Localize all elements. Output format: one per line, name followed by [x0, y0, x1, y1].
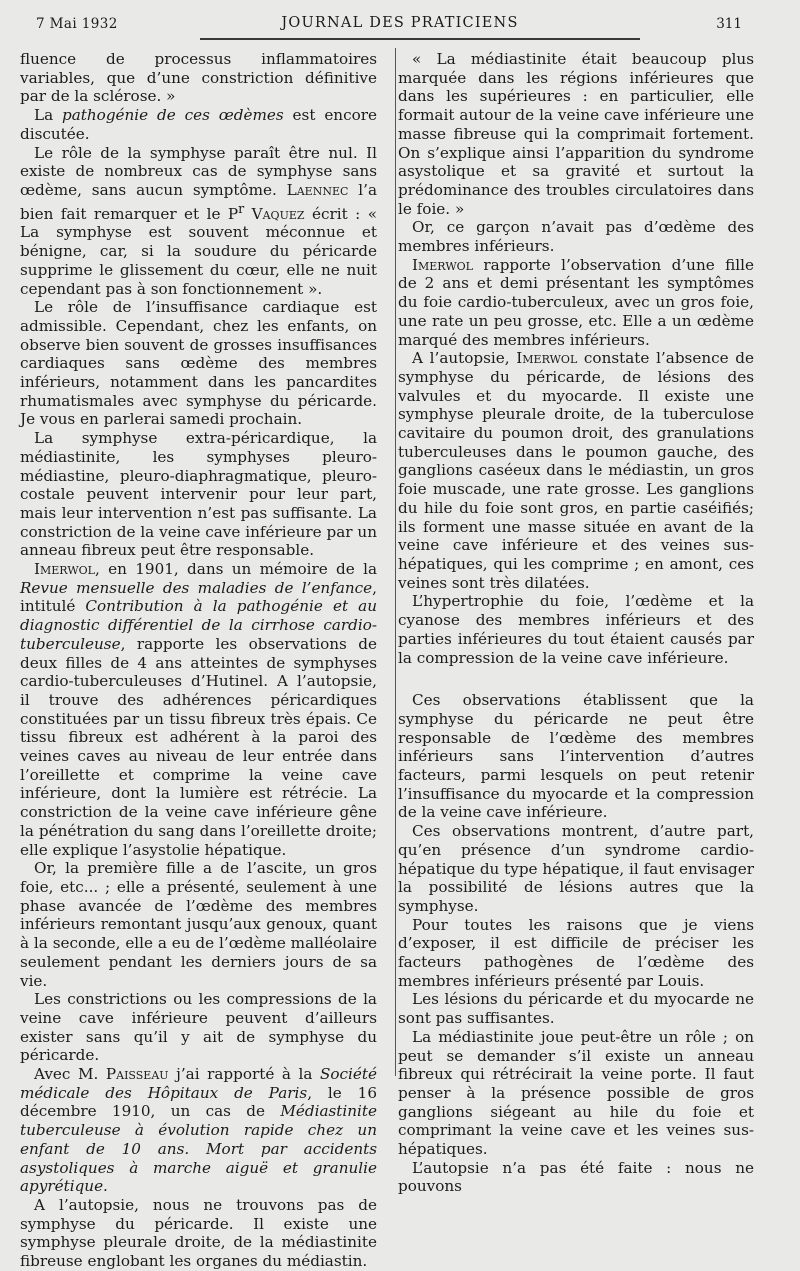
paragraph: Avec M. Paisseau j’ai rapporté à la Société médicale des Hôpitaux de Paris, le 16 décembre 1910, un cas de Médiastinite tuberculeuse à évolution rapide chez un enfant de 10 ans. Mort par accidents asystoliques à marche aiguë et granulie apyrétique.: [20, 1065, 377, 1196]
right-column: [398, 50, 754, 1196]
paragraph: Or, ce garçon n’avait pas d’œdème des membres inférieurs.: [398, 218, 754, 256]
paragraph: Or, la première fille a de l’ascite, un gros foie, etc... ; elle a présenté, seulement à une phase avancée de l’œdème des membres inférieurs remontant jusqu’aux genoux, quant à la seconde, elle a eu de l’œdème malléolaire seulement pendant les derniers jours de sa vie.: [20, 859, 377, 990]
paragraph: Les constrictions ou les compressions de la veine cave inférieure peuvent d’ailleurs exister sans qu’il y ait de symphyse du péricarde.: [20, 990, 377, 1065]
paragraph: Ces observations montrent, d’autre part, qu’en présence d’un syndrome cardio-hépatique du type hépatique, il faut envisager la possibilité de lésions autres que la symphyse.: [398, 822, 754, 915]
paragraph: L’hypertrophie du foie, l’œdème et la cyanose des membres inférieurs et des parties inférieures du tout étaient causés par la compression de la veine cave inférieure.: [398, 592, 754, 667]
paragraph: Imerwol rapporte l’observation d’une fille de 2 ans et demi présentant les symptômes du foie cardio-tuberculeux, avec un gros foie, une rate un peu grosse, etc. Elle a un œdème marqué des membres inférieurs.: [398, 255, 754, 349]
page-header: [0, 0, 800, 40]
paragraph: Les lésions du péricarde et du myocarde ne sont pas suffisantes.: [398, 990, 754, 1028]
paragraph: Pour toutes les raisons que je viens d’exposer, il est difficile de préciser les facteurs pathogènes de l’œdème des membres inférieurs présenté par Louis.: [398, 915, 754, 990]
paragraph: fluence de processus inflammatoires variables, que d’une constriction définitive par de la sclérose. »: [20, 50, 377, 106]
paragraph: Ces observations établissent que la symphyse du péricarde ne peut être responsable de l’œdème des membres inférieurs sans l’intervention d’autres facteurs, parmi lesquels on peut retenir l’insuffisance du myocarde et la compression de la veine cave inférieure.: [398, 691, 754, 822]
paragraph: La pathogénie de ces œdèmes est encore discutée.: [20, 106, 377, 143]
paragraph: L’autopsie n’a pas été faite : nous ne pouvons: [398, 1158, 754, 1196]
paragraph: A l’autopsie, nous ne trouvons pas de symphyse du péricarde. Il existe une symphyse pleurale droite, de la médiastinite fibreuse englobant les organes du médiastin.: [20, 1195, 377, 1271]
header-rule: [200, 38, 640, 40]
page-number: 311: [716, 16, 742, 32]
journal-title: JOURNAL DES PRATICIENS: [281, 15, 519, 31]
paragraph: Le rôle de la symphyse paraît être nul. Il existe de nombreux cas de symphyse sans œdème, sans aucun symptôme. Laennec l’a bien fait remarquer et le $P^r$ Vaquez écrit : « La symphyse est souvent méconnue et bénigne, car, si la soudure du péricarde supprime le glissement du cœur, elle ne nuit cependant pas à son fonctionnement ».: [20, 143, 377, 298]
paragraph: A l’autopsie, Imerwol constate l’absence de symphyse du péricarde, de lésions des valvules et du myocarde. Il existe une symphyse pleurale droite, de la tuberculose cavitaire du poumon droit, des granulations tuberculeuses dans le poumon gauche, des ganglions caséeux dans le médiastin, un gros foie muscade, une rate grosse. Les ganglions du hile du foie sont gros, en partie caséifiés; ils forment une masse située en avant de la veine cave inférieure et des veines sus-hépatiques, qui les comprime ; en amont, ces veines sont très dilatées.: [398, 349, 754, 592]
column-divider: [395, 48, 396, 1076]
paragraph: « La médiastinite était beaucoup plus marquée dans les régions inférieures que dans les supérieures : en particulier, elle formait autour de la veine cave inférieure une masse fibreuse qui la comprimait fortement. On s’explique ainsi l’apparition du syndrome asystolique et sa gravité et surtout la prédominance des troubles circulatoires dans le foie. »: [398, 50, 754, 218]
paragraph: Imerwol, en 1901, dans un mémoire de la Revue mensuelle des maladies de l’enfance, intitulé Contribution à la pathogénie et au diagnostic différentiel de la cirrhose cardio-tuberculeuse, rapporte les observations de deux filles de 4 ans atteintes de symphyses cardio-tuberculeuses d’Hutinel. A l’autopsie, il trouve des adhérences péricardiques constituées par un tissu fibreux très épais. Ce tissu fibreux est adhérent à la paroi des veines caves au niveau de leur entrée dans l’oreillette et comprime la veine cave inférieure, dont la lumière est rétrécie. La constriction de la veine cave inférieure gêne la pénétration du sang dans l’oreillette droite; elle explique l’asystolie hépatique.: [20, 560, 377, 859]
paragraph: La médiastinite joue peut-être un rôle ; on peut se demander s’il existe un anneau fibreux qui rétrécirait la veine porte. Il faut penser à la présence possible de gros ganglions siégeant au hile du foie et comprimant la veine cave et les veines sus-hépatiques.: [398, 1027, 754, 1159]
paragraph: La symphyse extra-péricardique, la médiastinite, les symphyses pleuro-médiastine, pleuro-diaphragmatique, pleuro-costale peuvent intervenir pour leur part, mais leur intervention n’est pas suffisante. La constriction de la veine cave inférieure par un anneau fibreux peut être responsable.: [20, 429, 377, 560]
left-column: [20, 50, 377, 1271]
paragraph: Le rôle de l’insuffisance cardiaque est admissible. Cependant, chez les enfants, on observe bien souvent de grosses insuffisances cardiaques sans œdème des membres inférieurs, notamment dans les pancardites rhumatismales avec symphyse du péricarde. Je vous en parlerai samedi prochain.: [20, 298, 377, 429]
header-date: 7 Mai 1932: [36, 16, 118, 32]
